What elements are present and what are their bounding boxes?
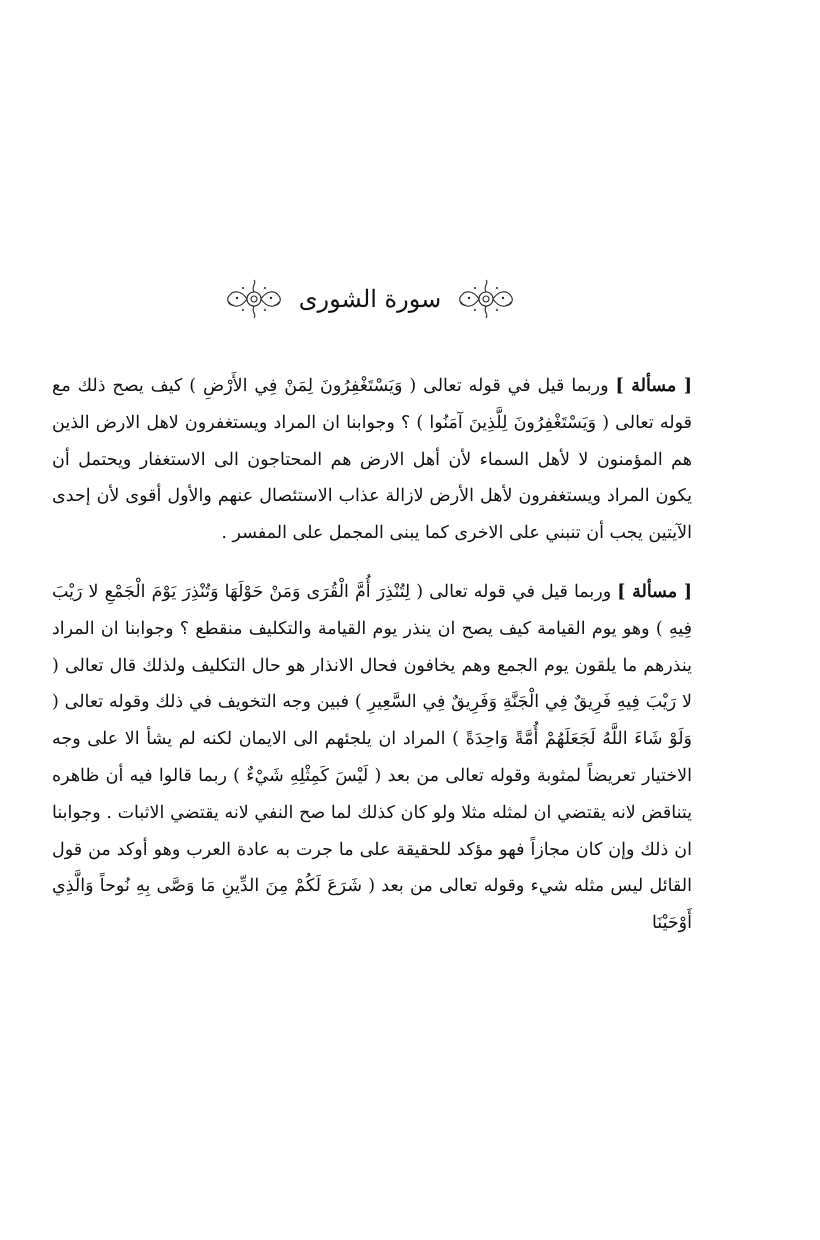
- paragraph: [52, 368, 692, 552]
- question-label: [ مسألة ]: [615, 376, 692, 396]
- paragraph-text: وربما قيل في قوله تعالى ( لِتُنْذِرَ أُمَّ الْقُرَى وَمَنْ حَوْلَهَا وَتُنْذِرَ يَوْمَ الْجَمْعِ لا رَيْبَ فِيهِ ) وهو يوم القيامة كيف يصح ان ينذر يوم القيامة والتكليف منقطع ؟ وجوابنا ان المراد ينذرهم ما يلقون يوم الجمع وهم يخافون فحال الانذار هو حال التكليف ولذلك قال تعالى ( لا رَيْبَ فِيهِ فَرِيقٌ فِي الْجَنَّةِ وَفَرِيقٌ فِي السَّعِيرِ ) فبين وجه التخويف في ذلك وقوله تعالى ( وَلَوْ شَاءَ اللَّهُ لَجَعَلَهُمْ أُمَّةً وَاحِدَةً ) المراد ان يلجئهم الى الايمان لكنه لم يشأ الا على وجه الاختيار تعريضاً لمثوبة وقوله تعالى من بعد ( لَيْسَ كَمِثْلِهِ شَيْءٌ ) ربما قالوا فيه أن ظاهره يتناقض لانه يقتضي ان لمثله مثلا ولو كان كذلك لما صح النفي لانه يقتضي الاثبات . وجوابنا ان ذلك وإن كان مجازاً فهو مؤكد للحقيقة على ما جرت به عادة العرب وهو أوكد من قول القائل ليس مثله شيء وقوله تعالى من بعد ( شَرَعَ لَكُمْ مِنَ الدِّينِ مَا وَصَّى بِهِ نُوحاً وَالَّذِي أَوْحَيْنَا: [52, 581, 692, 934]
- surah-title: سورة الشورى: [298, 285, 442, 313]
- question-label: [ مسألة ]: [617, 581, 692, 602]
- paragraph: [52, 574, 692, 942]
- surah-header: [210, 268, 530, 330]
- page-body: [52, 368, 692, 942]
- ornament-icon: [223, 278, 285, 320]
- ornament-icon: [455, 278, 517, 320]
- paragraph-text: وربما قيل في قوله تعالى ( وَيَسْتَغْفِرُونَ لِمَنْ فِي الأَرْضِ ) كيف يصح ذلك مع قوله تعالى ( وَيَسْتَغْفِرُونَ لِلَّذِينَ آمَنُوا ) ؟ وجوابنا ان المراد ويستغفرون لاهل الارض الذين هم المؤمنون لا لأهل السماء لأن أهل الارض هم المحتاجون الى الاستغفار ويحتمل أن يكون المراد ويستغفرون لأهل الأرض لازالة عذاب الاستئصال عنهم والأول أقوى لأن إحدى الآيتين يجب أن تنبني على الاخرى كما يبنى المجمل على المفسر .: [52, 376, 692, 544]
